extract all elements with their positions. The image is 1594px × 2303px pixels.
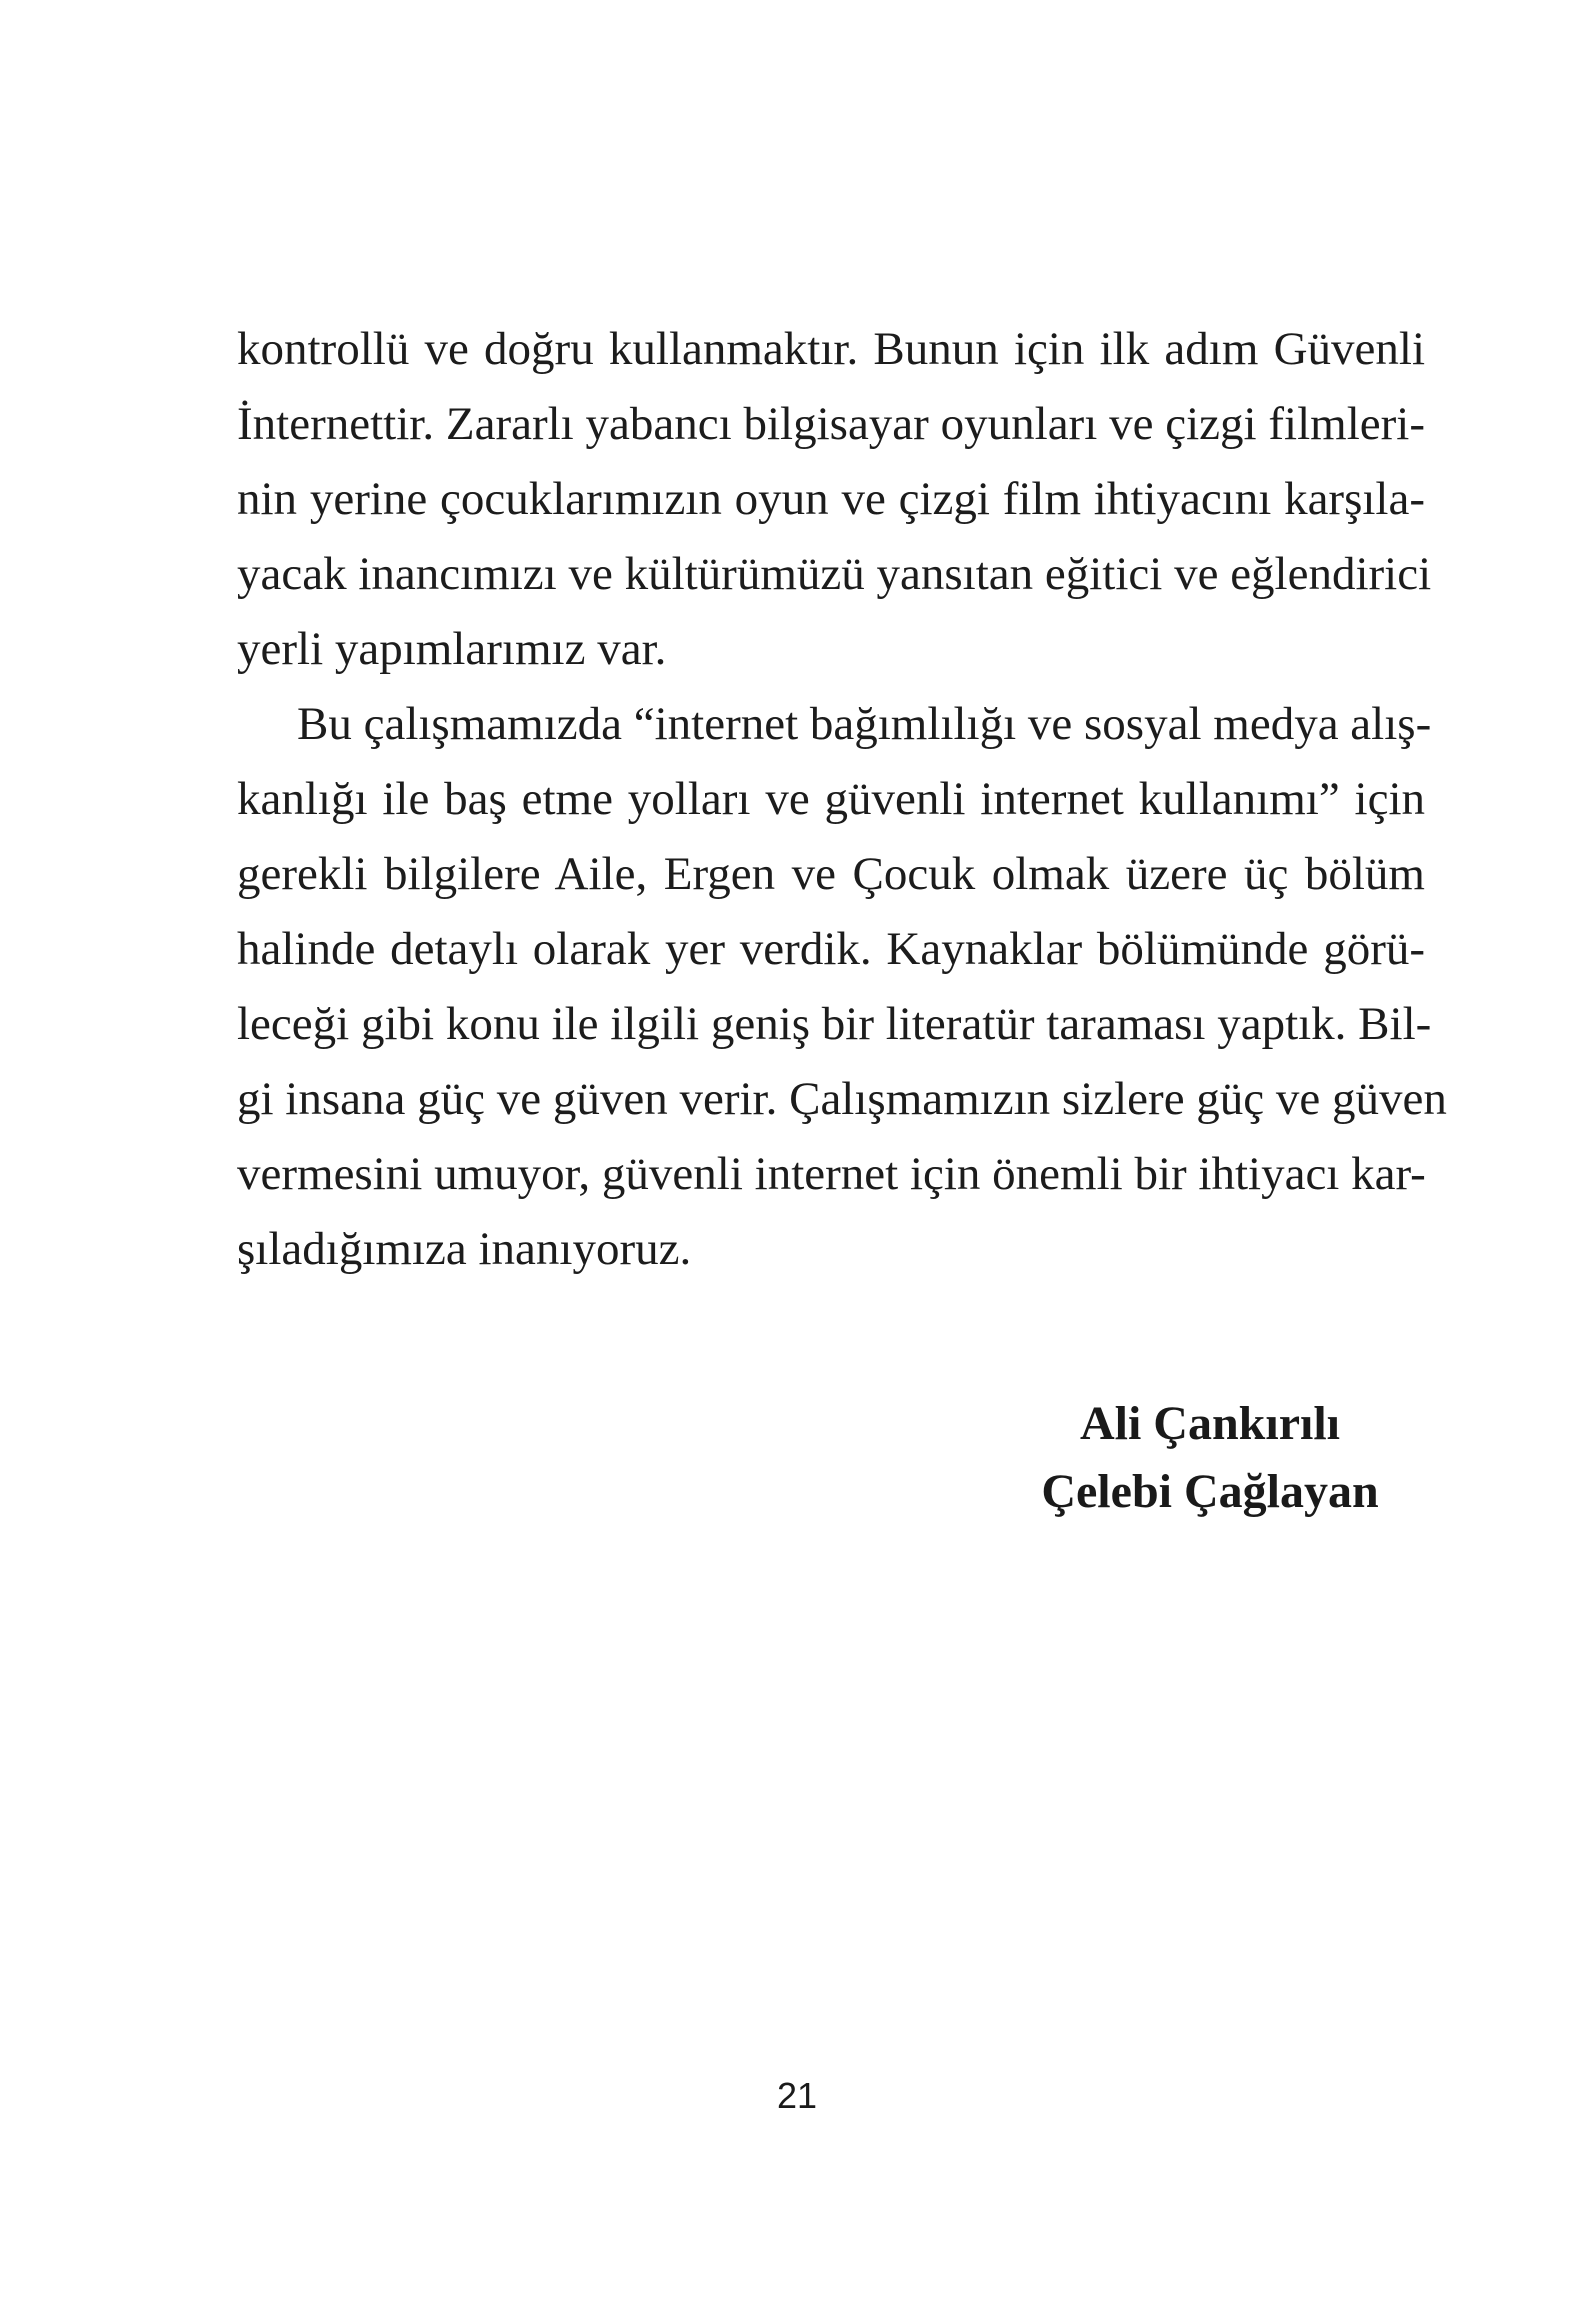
text-line: leceği gibi konu ile ilgili geniş bir literatür taraması yaptık. Bil- bbox=[237, 998, 1432, 1050]
text-line: gi insana güç ve güven verir. Çalışmamızın sizlere güç ve güven bbox=[237, 1073, 1447, 1125]
page-number: 21 bbox=[776, 2075, 818, 2116]
text-line: vermesini umuyor, güvenli internet için önemli bir ihtiyacı kar- bbox=[237, 1148, 1426, 1200]
author-signature bbox=[1000, 1390, 1420, 1526]
author-name-2: Çelebi Çağlayan bbox=[1041, 1465, 1379, 1518]
text-line: gerekli bilgilere Aile, Ergen ve Çocuk olmak üzere üç bölüm bbox=[237, 848, 1425, 900]
text-line: nin yerine çocuklarımızın oyun ve çizgi film ihtiyacını karşıla- bbox=[237, 473, 1425, 525]
text-line: İnternettir. Zararlı yabancı bilgisayar oyunları ve çizgi filmleri- bbox=[237, 398, 1425, 450]
text-line: Bu çalışmamızda “internet bağımlılığı ve sosyal medya alış- bbox=[297, 698, 1432, 750]
paragraph-1 bbox=[237, 312, 1432, 687]
text-line: şıladığımıza inanıyoruz. bbox=[237, 1223, 692, 1275]
author-name-1: Ali Çankırılı bbox=[1079, 1397, 1341, 1450]
text-line: yerli yapımlarımız var. bbox=[237, 623, 667, 675]
text-line: halinde detaylı olarak yer verdik. Kaynaklar bölümünde görü- bbox=[237, 923, 1425, 975]
text-line: kanlığı ile baş etme yolları ve güvenli internet kullanımı” için bbox=[237, 773, 1425, 825]
body-text bbox=[237, 312, 1447, 1287]
text-line: kontrollü ve doğru kullanmaktır. Bunun için ilk adım Güvenli bbox=[237, 323, 1425, 375]
paragraph-2 bbox=[237, 687, 1447, 1287]
text-line: yacak inancımızı ve kültürümüzü yansıtan eğitici ve eğlendirici bbox=[237, 548, 1432, 600]
